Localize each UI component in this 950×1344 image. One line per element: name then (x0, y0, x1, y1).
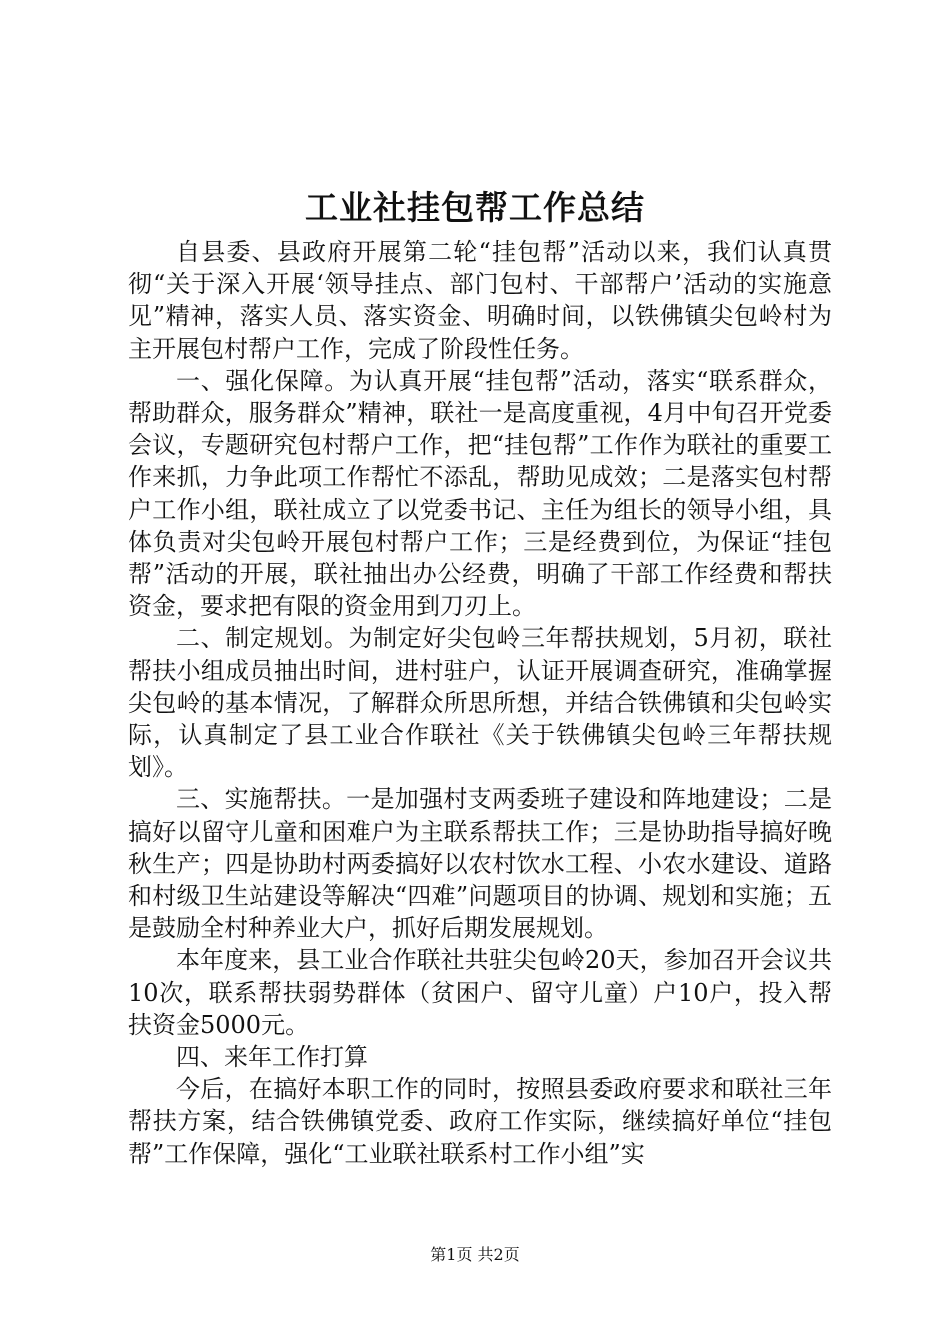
paragraph-section-4-heading: 四、来年工作打算 (176, 1043, 368, 1072)
document-body (128, 236, 832, 1170)
paragraph-section-2: 二、制定规划。为制定好尖包岭三年帮扶规划，5月初，联社帮扶小组成员抽出时间，进村驻户，认证开展调查研究，准确掌握尖包岭的基本情况，了解群众所思所想，并结合铁佛镇和尖包岭实际，认真制定了县工业合作联社《关于铁佛镇尖包岭三年帮扶规划》。 (128, 624, 832, 782)
page-footer: 第1页 共2页 (430, 1245, 520, 1264)
paragraph-section-1: 一、强化保障。为认真开展“挂包帮”活动，落实“联系群众，帮助群众，服务群众”精神，联社一是高度重视，4月中旬召开党委会议，专题研究包村帮户工作，把“挂包帮”工作作为联社的重要工作来抓，力争此项工作帮忙不添乱，帮助见成效；二是落实包村帮户工作小组，联社成立了以党委书记、主任为组长的领导小组，具体负责对尖包岭开展包村帮户工作；三是经费到位，为保证“挂包帮”活动的开展，联社抽出办公经费，明确了干部工作经费和帮扶资金，要求把有限的资金用到刀刃上。 (128, 366, 832, 621)
paragraph-section-3: 三、实施帮扶。一是加强村支两委班子建设和阵地建设；二是搞好以留守儿童和困难户为主联系帮扶工作；三是协助指导搞好晚秋生产；四是协助村两委搞好以农村饮水工程、小农水建设、道路和村级卫生站建设等解决“四难”问题项目的协调、规划和实施；五是鼓励全村种养业大户，抓好后期发展规划。 (128, 785, 832, 943)
paragraph-intro: 自县委、县政府开展第二轮“挂包帮”活动以来，我们认真贯彻“关于深入开展‘领导挂点、部门包村、干部帮户’活动的实施意见”精神，落实人员、落实资金、明确时间，以铁佛镇尖包岭村为主开展包村帮户工作，完成了阶段性任务。 (128, 238, 832, 363)
document-title: 工业社挂包帮工作总结 (305, 188, 645, 227)
paragraph-section-4-body: 今后，在搞好本职工作的同时，按照县委政府要求和联社三年帮扶方案，结合铁佛镇党委、政府工作实际，继续搞好单位“挂包帮”工作保障，强化“工业联社联系村工作小组”实 (128, 1075, 832, 1168)
paragraph-summary: 本年度来，县工业合作联社共驻尖包岭20天，参加召开会议共10次，联系帮扶弱势群体（贫困户、留守儿童）户10户，投入帮扶资金5000元。 (128, 946, 832, 1039)
